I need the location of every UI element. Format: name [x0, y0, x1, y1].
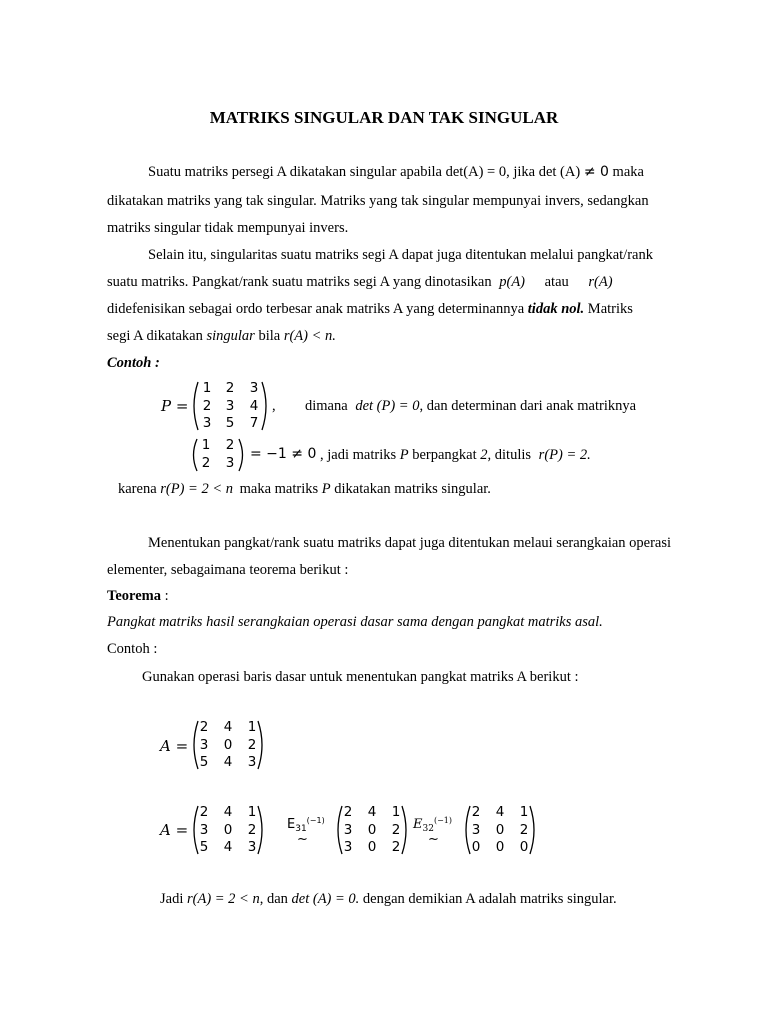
- para1-line1: [148, 164, 644, 181]
- p-r2c3: 4: [249, 398, 259, 414]
- sub-r2c2: 3: [225, 455, 235, 471]
- conclusion-det: det (A) = 0.: [291, 891, 360, 907]
- para2-line3-end: Matriks: [587, 301, 633, 317]
- conclusion: [160, 891, 617, 908]
- bila-text: bila: [258, 328, 281, 344]
- row-op-1-e: E: [287, 817, 296, 832]
- m3-r2c1: 3: [471, 822, 481, 838]
- a1-r1c3: 1: [247, 719, 257, 735]
- m2-r1c3: 1: [391, 804, 401, 820]
- row-op-1-sup: (−1): [306, 816, 325, 825]
- m3-r3c1: 0: [471, 839, 481, 855]
- para1-line2: dikatakan matriks yang tak singular. Matriks yang tak singular mempunyai invers, sedangkan: [107, 193, 649, 209]
- teorema-heading: [107, 588, 169, 605]
- m2-r1c1: 2: [343, 804, 353, 820]
- a2-r2c3: 2: [247, 822, 257, 838]
- a1-r2c2: 0: [223, 737, 233, 753]
- p-label: P =: [161, 397, 189, 415]
- rp-equals-2: r(P) = 2.: [538, 447, 591, 463]
- row-op-1-sub: 31: [295, 824, 307, 834]
- p-r1c1: 1: [202, 380, 212, 396]
- m3-r3c2: 0: [495, 839, 505, 855]
- a2-r2c2: 0: [223, 822, 233, 838]
- m3-r1c1: 2: [471, 804, 481, 820]
- m3-r1c3: 1: [519, 804, 529, 820]
- det-p-zero: det (P) = 0: [355, 398, 420, 414]
- sub-det-value: = −1 ≠ 0: [250, 446, 317, 462]
- a1-r2c3: 2: [247, 737, 257, 753]
- a1-r3c2: 4: [223, 754, 233, 770]
- a2-r1c2: 4: [223, 804, 233, 820]
- p-r3c1: 3: [202, 415, 212, 431]
- contoh1-line3-end: dikatakan matriks singular.: [334, 481, 491, 497]
- a-label-1: A =: [160, 737, 189, 755]
- sub-r1c1: 1: [201, 437, 211, 453]
- dimana-text: dimana: [305, 398, 348, 414]
- para2-line3-text: didefenisikan sebagai ordo terbesar anak matriks A yang determinannya: [107, 301, 525, 317]
- rp-less-n: r(P) = 2 < n: [160, 481, 233, 497]
- maka-text: maka matriks: [239, 481, 319, 497]
- m3-r3c3: 0: [519, 839, 529, 855]
- m3-r2c3: 2: [519, 822, 529, 838]
- a1-r3c1: 5: [199, 754, 209, 770]
- a1-r3c3: 3: [247, 754, 257, 770]
- m2-r2c1: 3: [343, 822, 353, 838]
- r-of-a: r(A): [588, 274, 613, 290]
- p-of-a: p(A): [499, 274, 525, 290]
- p-r1c2: 2: [225, 380, 235, 396]
- m2-r2c3: 2: [391, 822, 401, 838]
- para1-line1-end: maka: [612, 164, 644, 180]
- matrix-p-comma: ,: [272, 398, 276, 414]
- contoh1-line1: [305, 398, 636, 415]
- matrix-a-1: [190, 719, 266, 771]
- para3-line1: Menentukan pangkat/rank suatu matriks dapat juga ditentukan melaui serangkaian operasi: [148, 535, 672, 551]
- sub-r2c1: 2: [201, 455, 211, 471]
- conclusion-end: dengan demikian A adalah matriks singular.: [362, 891, 617, 907]
- berpangkat-text: berpangkat: [412, 447, 477, 463]
- m3-r2c2: 0: [495, 822, 505, 838]
- matrix-m2: [334, 804, 410, 856]
- p-r2c2: 3: [225, 398, 235, 414]
- p-r1c3: 3: [249, 380, 259, 396]
- m2-r3c1: 3: [343, 839, 353, 855]
- p-r2c1: 2: [202, 398, 212, 414]
- m3-r1c2: 4: [495, 804, 505, 820]
- para2-line1: Selain itu, singularitas suatu matriks segi A dapat juga ditentukan melalui pangkat/rank: [148, 247, 653, 263]
- teorema-statement: Pangkat matriks hasil serangkaian operasi dasar sama dengan pangkat matriks asal.: [107, 614, 603, 630]
- sub-r1c2: 2: [225, 437, 235, 453]
- row-op-2-e: E: [413, 817, 423, 832]
- para1-line1-text: Suatu matriks persegi A dikatakan singular apabila det(A) = 0, jika det (A): [148, 164, 581, 180]
- sub-matrix: [190, 437, 246, 473]
- para2-line4: [107, 328, 336, 345]
- a1-r1c2: 4: [223, 719, 233, 735]
- teorema-label: Teorema: [107, 588, 161, 604]
- p-r3c2: 5: [225, 415, 235, 431]
- singular-word: singular: [206, 328, 255, 344]
- row-op-2-sub: 32: [422, 824, 434, 834]
- conclusion-rank: r(A) = 2 < n: [186, 891, 260, 907]
- para2-line2-text: suatu matriks. Pangkat/rank suatu matriks segi A yang dinotasikan: [107, 274, 492, 290]
- contoh2-label: Contoh :: [107, 641, 158, 657]
- para2-line2: [107, 274, 613, 291]
- m2-r1c2: 4: [367, 804, 377, 820]
- p-var-2: P: [321, 481, 331, 497]
- page-title: MATRIKS SINGULAR DAN TAK SINGULAR: [209, 108, 559, 127]
- a-label-2: A =: [160, 821, 189, 839]
- jadi-text: , jadi matriks: [320, 447, 397, 463]
- contoh1-line3: [118, 481, 491, 498]
- atau-text: atau: [544, 274, 569, 290]
- conclusion-jadi: Jadi: [160, 891, 184, 907]
- a2-r3c2: 4: [223, 839, 233, 855]
- contoh1-line1-end: , dan determinan dari anak matriknya: [419, 398, 637, 414]
- rank-condition: r(A) < n.: [283, 328, 336, 344]
- teorema-colon: :: [164, 588, 169, 604]
- contoh1-line2: [320, 447, 591, 464]
- tidak-nol: tidak nol.: [527, 301, 585, 317]
- p-var: P: [399, 447, 409, 463]
- a2-r3c3: 3: [247, 839, 257, 855]
- a1-r2c1: 3: [199, 737, 209, 753]
- a2-r1c3: 1: [247, 804, 257, 820]
- matrix-a-2: [190, 804, 266, 856]
- a2-r2c1: 3: [199, 822, 209, 838]
- m2-r2c2: 0: [367, 822, 377, 838]
- a2-r1c1: 2: [199, 804, 209, 820]
- m2-r3c2: 0: [367, 839, 377, 855]
- row-op-2-sup: (−1): [433, 816, 452, 825]
- matrix-p: [190, 380, 270, 432]
- a1-r1c1: 2: [199, 719, 209, 735]
- karena-text: karena: [118, 481, 157, 497]
- ditulis-text: ditulis: [494, 447, 532, 463]
- tilde-2: ~: [428, 832, 439, 847]
- tilde-1: ~: [297, 832, 308, 847]
- contoh1-label: Contoh :: [107, 355, 160, 371]
- conclusion-dan: , dan: [259, 891, 288, 907]
- rank-two: 2,: [480, 447, 492, 463]
- para2-line3: [107, 301, 633, 318]
- para3-line2: elementer, sebagaimana teorema berikut :: [107, 562, 349, 578]
- matrix-m3: [462, 804, 538, 856]
- para1-line3: matriks singular tidak mempunyai invers.: [107, 220, 349, 236]
- a2-r3c1: 5: [199, 839, 209, 855]
- neq-zero: ≠ 0: [583, 164, 609, 180]
- m2-r3c3: 2: [391, 839, 401, 855]
- para2-line4-text: segi A dikatakan: [107, 328, 203, 344]
- p-r3c3: 7: [249, 415, 259, 431]
- contoh2-intro: Gunakan operasi baris dasar untuk menentukan pangkat matriks A berikut :: [142, 669, 579, 685]
